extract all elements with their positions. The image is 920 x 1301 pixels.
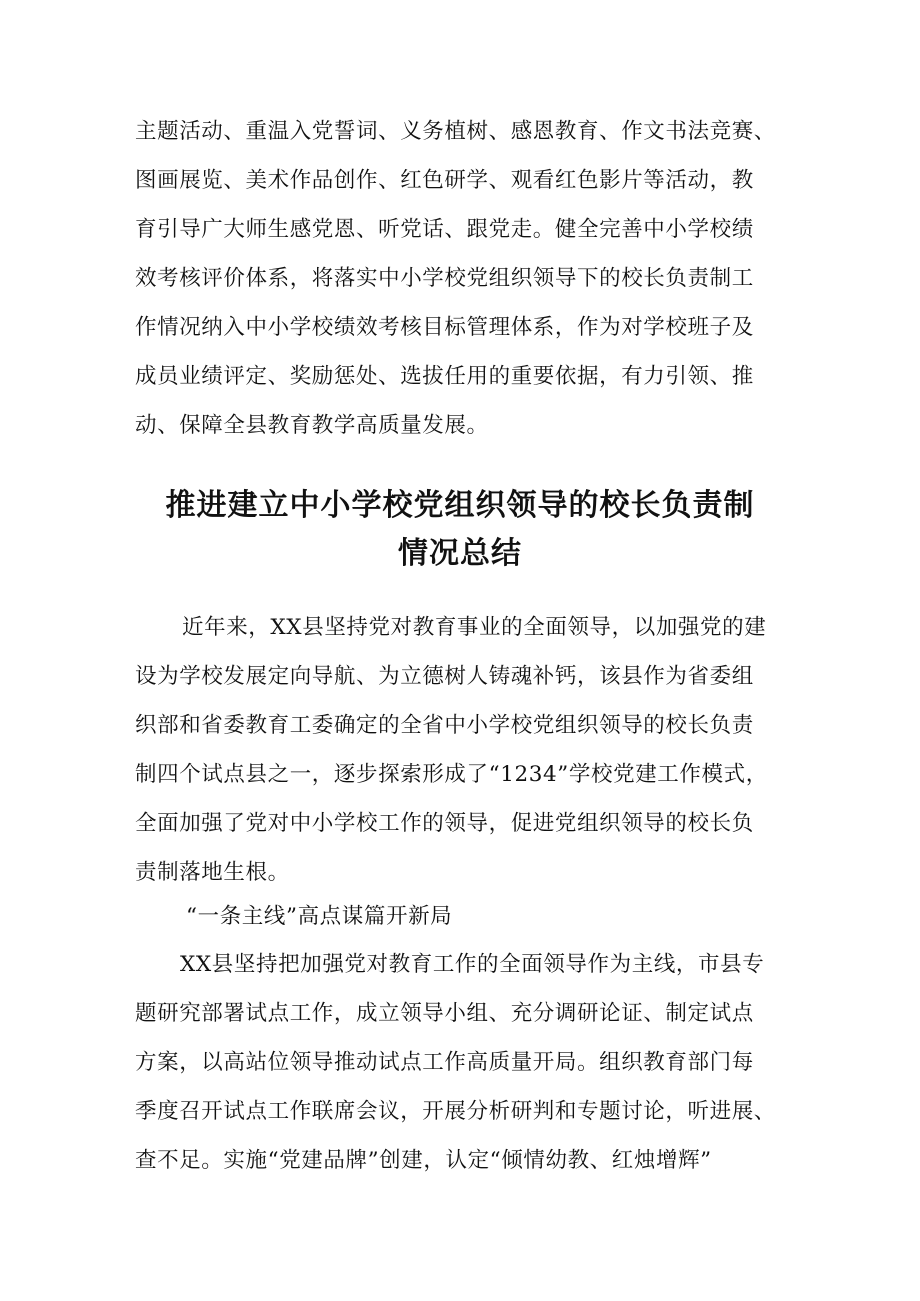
paragraph-line: 效考核评价体系，将落实中小学校党组织领导下的校长负责制工 <box>135 266 754 291</box>
paragraph-line: 季度召开试点工作联席会议，开展分析研判和专题讨论，听进展、 <box>135 1099 776 1124</box>
paragraph-line: 题研究部署试点工作，成立领导小组、充分调研论证、制定试点 <box>135 1001 754 1026</box>
paragraph-line: 方案，以高站位领导推动试点工作高质量开局。组织教育部门每 <box>135 1050 754 1075</box>
paragraph-line: 图画展览、美术作品创作、红色研学、观看红色影片等活动，教 <box>135 168 754 193</box>
paragraph-line: 主题活动、重温入党誓词、义务植树、感恩教育、作文书法竞赛、 <box>135 119 776 144</box>
paragraph-line: 织部和省委教育工委确定的全省中小学校党组织领导的校长负责 <box>135 713 754 738</box>
paragraph-line: 近年来，XX县坚持党对教育事业的全面领导，以加强党的建 <box>182 615 767 640</box>
paragraph-line: 作情况纳入中小学校绩效考核目标管理体系，作为对学校班子及 <box>135 315 754 340</box>
paragraph-line: 成员业绩评定、奖励惩处、选拔任用的重要依据，有力引领、推 <box>135 364 754 389</box>
paragraph-line: 设为学校发展定向导航、为立德树人铸魂补钙，该县作为省委组 <box>135 664 754 689</box>
paragraph-line: 查不足。实施“党建品牌”创建，认定“倾情幼教、红烛增辉” <box>135 1148 712 1173</box>
paragraph-line: XX县坚持把加强党对教育工作的全面领导作为主线，市县专 <box>180 952 765 977</box>
paragraph-line: 责制落地生根。 <box>135 860 290 885</box>
paragraph-line: 全面加强了党对中小学校工作的领导，促进党组织领导的校长负 <box>135 811 754 836</box>
paragraph-line: 育引导广大师生感党恩、听党话、跟党走。健全完善中小学校绩 <box>135 217 754 242</box>
section-heading: “一条主线”高点谋篇开新局 <box>186 904 453 929</box>
title-line-1: 推进建立中小学校党组织领导的校长负责制 <box>165 488 755 523</box>
paragraph-line: 动、保障全县教育教学高质量发展。 <box>135 413 489 438</box>
paragraph-line: 制四个试点县之一，逐步探索形成了“1234”学校党建工作模式， <box>135 762 768 787</box>
title-line-2: 情况总结 <box>398 536 522 571</box>
